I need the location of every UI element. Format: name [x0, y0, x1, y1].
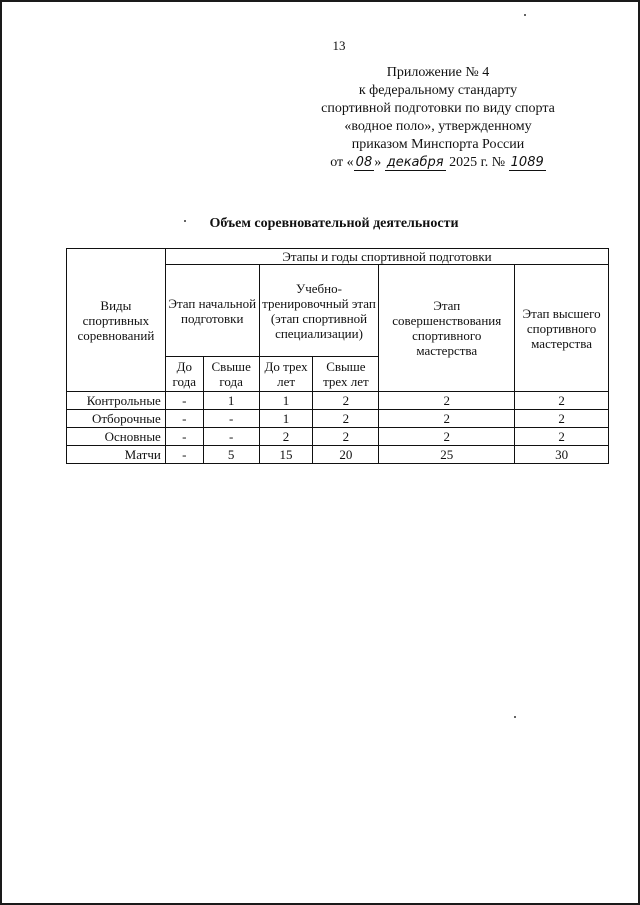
- table-cell: 2: [379, 428, 515, 446]
- table-cell: 2: [515, 392, 609, 410]
- table-cell: 2: [259, 428, 313, 446]
- header-stage-higher: Этап высшего спортивного мастерства: [515, 265, 609, 392]
- table-cell: 2: [379, 392, 515, 410]
- appendix-header: [298, 64, 578, 172]
- table-cell: -: [165, 392, 203, 410]
- row-label: Отборочные: [67, 410, 166, 428]
- header-year-over-3: Свыше трех лет: [313, 357, 379, 392]
- appendix-line-3: спортивной подготовки по виду спорта: [321, 101, 555, 116]
- table-cell: 2: [313, 392, 379, 410]
- table-cell: 5: [203, 446, 259, 464]
- scan-speck: [514, 716, 516, 718]
- scan-speck: [184, 220, 186, 222]
- header-year-up-to-1: До года: [165, 357, 203, 392]
- table-cell: 2: [515, 410, 609, 428]
- table-cell: -: [165, 428, 203, 446]
- table-cell: -: [203, 410, 259, 428]
- table-cell: 30: [515, 446, 609, 464]
- table-cell: 2: [313, 410, 379, 428]
- table-cell: 1: [259, 410, 313, 428]
- appendix-date-line: [298, 154, 578, 172]
- appendix-line-2: к федеральному стандарту: [358, 83, 518, 98]
- competition-volume-table: [66, 248, 609, 464]
- header-year-over-1: Свыше года: [203, 357, 259, 392]
- table-row: [67, 410, 609, 428]
- table-cell: 2: [515, 428, 609, 446]
- appendix-line-1: Приложение № 4: [386, 65, 490, 80]
- table-cell: -: [165, 410, 203, 428]
- scan-speck: [524, 14, 526, 16]
- header-stage-improvement: Этап совершенствования спортивного мастерства: [379, 265, 515, 392]
- table-row: [67, 392, 609, 410]
- header-competition-type: Виды спортивных соревнований: [67, 249, 166, 392]
- header-year-up-to-3: До трех лет: [259, 357, 313, 392]
- page-number: 13: [332, 38, 346, 53]
- table-row: [67, 428, 609, 446]
- table-cell: -: [203, 428, 259, 446]
- table-row: [67, 446, 609, 464]
- header-stage-initial: Этап начальной подготовки: [165, 265, 259, 357]
- date-day: 08: [355, 155, 373, 170]
- date-mid: »: [374, 155, 382, 170]
- table-cell: 25: [379, 446, 515, 464]
- table-cell: -: [165, 446, 203, 464]
- header-stage-training: Учебно-тренировочный этап (этап спортивной специализации): [259, 265, 379, 357]
- appendix-line-5: приказом Минспорта России: [351, 137, 525, 152]
- date-prefix: от «: [330, 155, 354, 170]
- appendix-line-4: «водное поло», утвержденному: [344, 119, 532, 134]
- document-title: Объем соревновательной деятельности: [209, 216, 459, 231]
- date-year: 2025 г. №: [449, 155, 506, 170]
- row-label: Контрольные: [67, 392, 166, 410]
- table-cell: 2: [379, 410, 515, 428]
- table-cell: 15: [259, 446, 313, 464]
- table-cell: 2: [313, 428, 379, 446]
- table-cell: 20: [313, 446, 379, 464]
- order-number: 1089: [510, 155, 544, 170]
- header-stages: Этапы и годы спортивной подготовки: [165, 249, 608, 265]
- row-label: Основные: [67, 428, 166, 446]
- date-month: декабря: [386, 155, 444, 170]
- row-label: Матчи: [67, 446, 166, 464]
- table-cell: 1: [259, 392, 313, 410]
- table-cell: 1: [203, 392, 259, 410]
